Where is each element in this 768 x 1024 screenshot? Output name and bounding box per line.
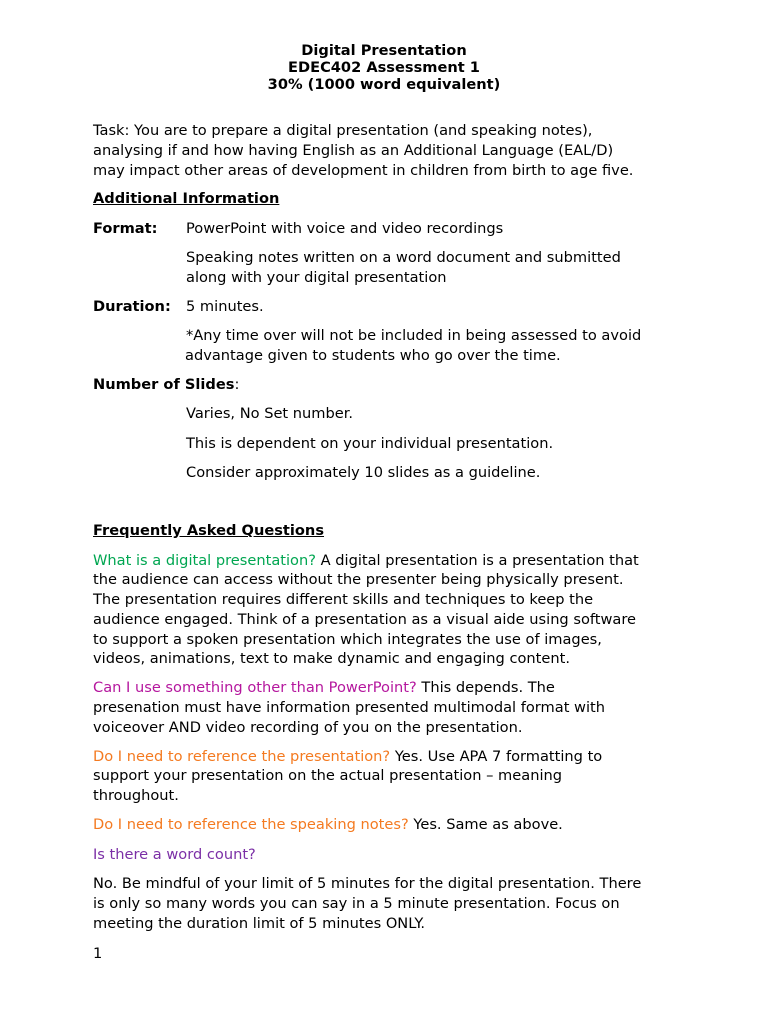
format-value: PowerPoint with voice and video recordings — [186, 220, 504, 237]
faq-answer-line: The presentation requires different skills and techniques to keep the — [93, 591, 594, 608]
format-value: Speaking notes written on a word document and submitted — [186, 249, 621, 266]
task-line: analysing if and how having English as an Additional Language (EAL/D) — [93, 142, 614, 159]
slides-label: Number of Slides — [93, 376, 235, 393]
slides-value: This is dependent on your individual presentation. — [186, 435, 554, 452]
faq-answer: Yes. Same as above. — [408, 816, 563, 833]
faq-answer-line: support your presentation on the actual presentation – meaning — [93, 767, 563, 784]
task-line: may impact other areas of development in children from birth to age five. — [93, 162, 634, 179]
document-title: Digital Presentation — [301, 42, 467, 59]
faq-question: Can I use something other than PowerPoint? — [93, 679, 417, 696]
faq-answer-line: presenation must have information presented multimodal format with — [93, 699, 606, 716]
faq-question: Do I need to reference the presentation? — [93, 748, 391, 765]
duration-label: Duration: — [93, 298, 171, 315]
faq-item — [93, 750, 602, 765]
faq-question: What is a digital presentation? — [93, 552, 316, 569]
format-label: Format: — [93, 220, 158, 237]
faq-answer: A digital presentation is a presentation that — [315, 552, 639, 569]
task-line: Task: You are to prepare a digital presentation (and speaking notes), — [93, 122, 593, 139]
format-value: along with your digital presentation — [186, 269, 447, 286]
faq-answer-line: meeting the duration limit of 5 minutes ONLY. — [93, 915, 426, 932]
faq-heading: Frequently Asked Questions — [93, 522, 325, 539]
faq-answer-line: voiceover AND video recording of you on the presentation. — [93, 719, 523, 736]
page-number: 1 — [93, 945, 103, 962]
duration-note: *Any time over will not be included in being assessed to avoid — [186, 327, 642, 344]
faq-answer-line: to support a spoken presentation which integrates the use of images, — [93, 631, 602, 648]
faq-question: Do I need to reference the speaking notes? — [93, 816, 409, 833]
slides-value: Consider approximately 10 slides as a guideline. — [186, 464, 541, 481]
slides-value: Varies, No Set number. — [186, 405, 354, 422]
slides-label-row — [93, 378, 239, 393]
course-code: EDEC402 Assessment 1 — [288, 59, 480, 76]
duration-note: advantage given to students who go over the time. — [185, 347, 561, 364]
faq-item — [93, 818, 563, 833]
faq-item — [93, 848, 256, 863]
faq-answer-line: No. Be mindful of your limit of 5 minutes for the digital presentation. There — [93, 875, 642, 892]
faq-answer-line: videos, animations, text to make dynamic and engaging content. — [93, 650, 570, 667]
additional-info-heading: Additional Information — [93, 190, 280, 207]
faq-answer: This depends. The — [416, 679, 555, 696]
faq-answer-line: is only so many words you can say in a 5 minute presentation. Focus on — [93, 895, 620, 912]
slides-label-colon: : — [234, 376, 240, 393]
faq-item — [93, 681, 555, 696]
faq-answer-line: the audience can access without the presenter being physically present. — [93, 571, 624, 588]
faq-answer-line: audience engaged. Think of a presentation as a visual aide using software — [93, 611, 637, 628]
duration-value: 5 minutes. — [186, 298, 264, 315]
faq-answer: Yes. Use APA 7 formatting to — [390, 748, 603, 765]
assessment-weighting: 30% (1000 word equivalent) — [267, 76, 501, 93]
faq-question: Is there a word count? — [93, 846, 256, 863]
faq-answer-line: throughout. — [93, 787, 179, 804]
faq-item — [93, 554, 639, 569]
